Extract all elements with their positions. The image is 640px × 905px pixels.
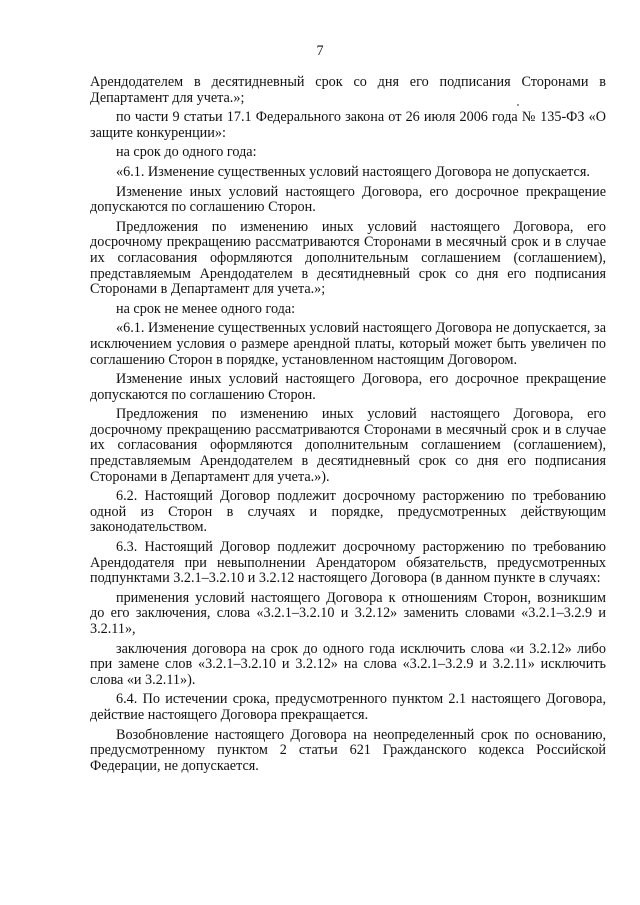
paragraph-10: Предложения по изменению иных условий настоящего Договора, его досрочному прекращению рассматриваются Сторонами в месячный срок и в случае их согласования оформляются дополнительным соглашением (соглашением), представляемым Арендодателем в десятидневный срок со дня его подписания Сторонами в Департамент для учета.»). (90, 406, 606, 485)
paragraph-11: 6.2. Настоящий Договор подлежит досрочному расторжению по требованию одной из Сторон в случаях и порядке, предусмотренных действующим законодательством. (90, 488, 606, 536)
paragraph-4: «6.1. Изменение существенных условий настоящего Договора не допускается. (116, 163, 590, 180)
page-number: 7 (316, 43, 324, 59)
paragraph-9: Изменение иных условий настоящего Договора, его досрочное прекращение допускаются по соглашению Сторон. (90, 371, 606, 403)
paragraph-14: заключения договора на срок до одного года исключить слова «и 3.2.12» либо при замене слов «3.2.1–3.2.10 и 3.2.12» на слова «3.2.1–3.2.9 и 3.2.11» исключить слова «и 3.2.11»). (90, 640, 606, 688)
paragraph-12: 6.3. Настоящий Договор подлежит досрочному расторжению по требованию Арендодателя при невыполнении Арендатором обязательств, предусмотренных подпунктами 3.2.1–3.2.10 и 3.2.12 настоящего Договора (в данном пункте в случаях: (90, 539, 606, 587)
paragraph-5: Изменение иных условий настоящего Договора, его досрочное прекращение допускаются по соглашению Сторон. (90, 183, 606, 216)
paragraph-16: Возобновление настоящего Договора на неопределенный срок по основанию, предусмотренному пунктом 2 статьи 621 Гражданского кодекса Российской Федерации, не допускается. (90, 726, 606, 774)
paragraph-1: Арендодателем в десятидневный срок со дня его подписания Сторонами в Департамент для учета.»; (90, 74, 606, 106)
paragraph-6: Предложения по изменению иных условий настоящего Договора, его досрочному прекращению рассматриваются Сторонами в месячный срок и в случае их согласования оформляются дополнительным соглашением (соглашением), представляемым Арендодателем в десятидневный срок со дня его подписания Сторонами в Департамент для учета.»; (90, 218, 606, 298)
document-body (90, 75, 606, 778)
paragraph-15: 6.4. По истечении срока, предусмотренного пунктом 2.1 настоящего Договора, действие настоящего Договора прекращается. (90, 691, 606, 723)
paragraph-3: на срок до одного года: (116, 144, 257, 161)
paragraph-2: по части 9 статьи 17.1 Федерального закона от 26 июля 2006 года № 135-ФЗ «О защите конкуренции»: (90, 109, 606, 141)
paragraph-8: «6.1. Изменение существенных условий настоящего Договора не допускается, за исключением условия о размере арендной платы, который может быть увеличен по соглашению Сторон в порядке, установленном настоящим Договором. (90, 320, 606, 368)
paragraph-7: на срок не менее одного года: (116, 300, 296, 317)
paragraph-13: применения условий настоящего Договора к отношениям Сторон, возникшим до его заключения, слова «3.2.1–3.2.10 и 3.2.12» заменить словами «3.2.1–3.2.9 и 3.2.11», (90, 589, 606, 637)
